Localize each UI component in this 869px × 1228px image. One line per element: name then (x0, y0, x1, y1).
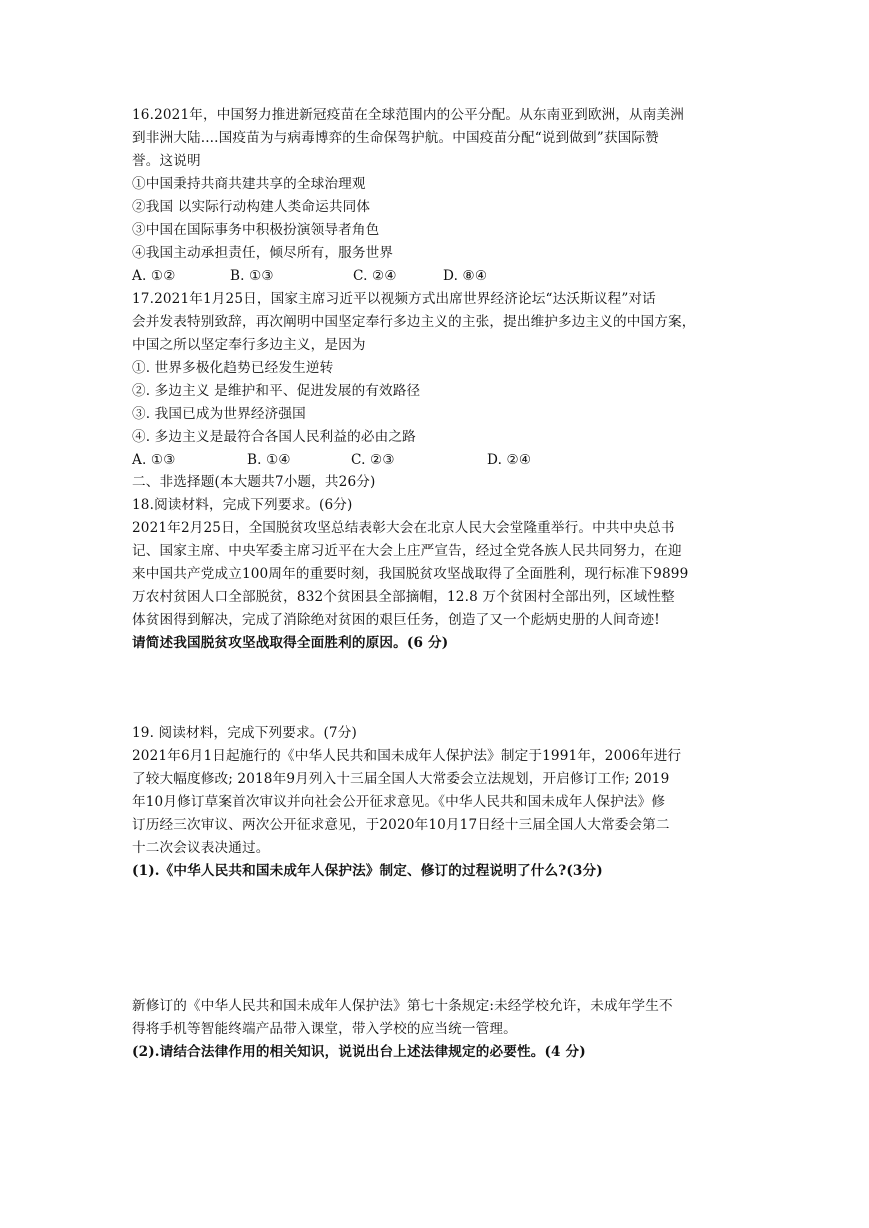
q17-line-3: 中国之所以坚定奉行多边主义，是因为 (132, 337, 366, 353)
q16-option-d: D. ⑧④ (443, 268, 488, 284)
q17-item-4: ④. 多边主义是最符合各国人民利益的必由之路 (132, 429, 416, 445)
q16-option-c: C. ②④ (353, 268, 397, 284)
q19-material-2-line-2: 得将手机等智能终端产品带入课堂，带入学校的应当统一管理。 (132, 1021, 517, 1037)
q16-line-1: 16.2021年，中国努力推进新冠疫苗在全球范围内的公平分配。从东南亚到欧洲，从南美洲 (132, 107, 685, 123)
q16-option-a: A. ①② (132, 268, 176, 284)
q16-line-3: 誉。这说明 (132, 153, 201, 169)
q16-item-3: ③中国在国际事务中积极扮演领导者角色 (132, 222, 380, 238)
q17-line-2: 会并发表特别致辞，再次阐明中国坚定奉行多边主义的主张，提出维护多边主义的中国方案， (132, 314, 696, 330)
q17-item-2: ②. 多边主义 是维护和平、促进发展的有效路径 (132, 383, 421, 399)
q16-option-b: B. ①③ (230, 268, 274, 284)
q19-line-4: 订历经三次审议、两次公开征求意见，于2020年10月17日经十三届全国人大常委会第二 (132, 817, 670, 833)
q18-line-5: 体贫困得到解决，完成了消除绝对贫困的艰巨任务，创造了又一个彪炳史册的人间奇迹! (132, 612, 660, 628)
q18-line-1: 2021年2月25日，全国脱贫攻坚总结表彰大会在北京人民大会堂隆重举行。中共中央总书 (132, 520, 675, 536)
q17-option-a: A. ①③ (132, 452, 176, 468)
q17-item-3: ③. 我国已成为世界经济强国 (132, 406, 306, 422)
q18-line-2: 记、国家主席、中央军委主席习近平在大会上庄严宣告，经过全党各族人民共同努力，在迎 (132, 543, 682, 559)
q19-line-3: 年10月修订草案首次审议并向社会公开征求意见。《中华人民共和国未成年人保护法》修 (132, 794, 666, 810)
q16-options (132, 265, 747, 287)
q19-line-2: 了较大幅度修改; 2018年9月列入十三届全国人大常委会立法规划，开启修订工作; 2019 (132, 771, 670, 787)
q19-material-2-line-1: 新修订的《中华人民共和国未成年人保护法》第七十条规定:未经学校允许，未成年学生不 (132, 998, 673, 1014)
q19-subquestion-1: (1).《中华人民共和国未成年人保护法》制定、修订的过程说明了什么?(3分) (132, 863, 603, 879)
q19-title: 19. 阅读材料，完成下列要求。(7分) (132, 725, 357, 741)
q19-subquestion-2: (2).请结合法律作用的相关知识，说说出台上述法律规定的必要性。(4 分) (132, 1044, 586, 1060)
q17-option-c: C. ②③ (351, 452, 395, 468)
q16-item-4: ④我国主动承担责任，倾尽所有，服务世界 (132, 245, 394, 261)
q18-line-3: 来中国共产党成立100周年的重要时刻，我国脱贫攻坚战取得了全面胜利，现行标准下9899 (132, 566, 689, 582)
q18-question: 请简述我国脱贫攻坚战取得全面胜利的原因。(6 分) (132, 635, 449, 651)
q17-line-1: 17.2021年1月25日，国家主席习近平以视频方式出席世界经济论坛“达沃斯议程”对话 (132, 291, 656, 307)
q18-line-4: 万农村贫困人口全部脱贫，832个贫困县全部摘帽，12.8 万个贫困村全部出列，区域性整 (132, 589, 675, 605)
q17-item-1: ①. 世界多极化趋势已经发生逆转 (132, 360, 334, 376)
q17-option-d: D. ②④ (487, 452, 532, 468)
q17-option-b: B. ①④ (247, 452, 291, 468)
q19-line-1: 2021年6月1日起施行的《中华人民共和国未成年人保护法》制定于1991年，2006年进行 (132, 748, 682, 764)
q16-item-2: ②我国 以实际行动构建人类命运共同体 (132, 199, 371, 215)
q17-options (132, 449, 747, 471)
section-2-heading: 二、非选择题(本大题共7小题，共26分) (132, 474, 376, 490)
q18-title: 18.阅读材料，完成下列要求。(6分) (132, 497, 353, 513)
q16-line-2: 到非洲大陆....国疫苗为与病毒博弈的生命保驾护航。中国疫苗分配“说到做到”获国际赞 (132, 130, 659, 146)
q19-line-5: 十二次会议表决通过。 (132, 840, 270, 856)
q16-item-1: ①中国秉持共商共建共享的全球治理观 (132, 176, 366, 192)
